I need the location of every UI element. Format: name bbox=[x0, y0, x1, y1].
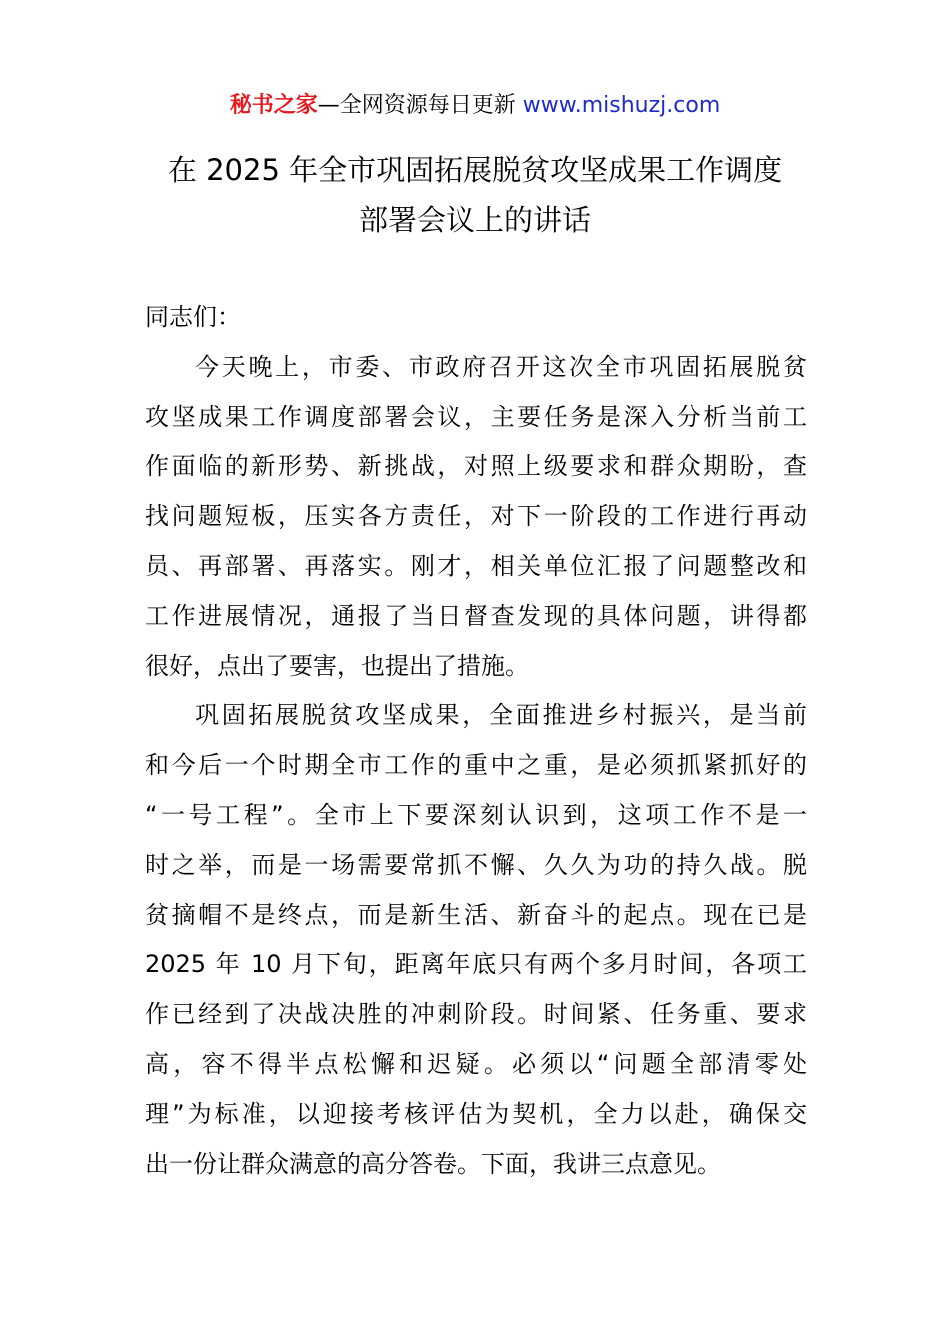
greeting: 同志们： bbox=[145, 303, 241, 331]
paragraph-line: 理”为标准，以迎接考核评估为契机，全力以赴，确保交 bbox=[145, 1099, 807, 1128]
site-header bbox=[0, 88, 950, 119]
paragraph-line: 员、再部署、再落实。刚才，相关单位汇报了问题整改和 bbox=[145, 551, 807, 580]
paragraph-line: 今天晚上，市委、市政府召开这次全市巩固拓展脱贫 bbox=[195, 352, 807, 381]
paragraph-line: 时之举，而是一场需要常抓不懈、久久为功的持久战。脱 bbox=[145, 850, 807, 879]
paragraph-line: 和今后一个时期全市工作的重中之重，是必须抓紧抓好的 bbox=[145, 751, 807, 780]
paragraph-line: 出一份让群众满意的高分答卷。下面，我讲三点意见。 bbox=[145, 1149, 721, 1178]
paragraph-line: 2025 年 10 月下旬，距离年底只有两个多月时间，各项工 bbox=[145, 950, 807, 979]
paragraph-line: “一号工程”。全市上下要深刻认识到，这项工作不是一 bbox=[145, 800, 807, 829]
brand-name: 秘书之家 bbox=[229, 93, 318, 118]
paragraph bbox=[145, 696, 807, 1194]
paragraph-line: 很好，点出了要害，也提出了措施。 bbox=[145, 651, 529, 680]
paragraph-line: 工作进展情况，通报了当日督查发现的具体问题，讲得都 bbox=[145, 601, 807, 630]
paragraph-line: 作面临的新形势、新挑战，对照上级要求和群众期盼，查 bbox=[145, 452, 807, 481]
site-url-link[interactable]: www.mishuzj.com bbox=[522, 93, 721, 118]
paragraph bbox=[145, 348, 807, 697]
paragraph-line: 找问题短板，压实各方责任，对下一阶段的工作进行再动 bbox=[145, 502, 807, 531]
paragraph-line: 巩固拓展脱贫攻坚成果，全面推进乡村振兴，是当前 bbox=[195, 701, 807, 730]
document-title-line-2: 部署会议上的讲话 bbox=[358, 203, 591, 237]
document-body bbox=[145, 298, 807, 1194]
header-tagline: —全网资源每日更新 bbox=[317, 93, 516, 118]
document-title-line-1: 在 2025 年全市巩固拓展脱贫攻坚成果工作调度 bbox=[167, 153, 783, 187]
paragraph-line: 作已经到了决战决胜的冲刺阶段。时间紧、任务重、要求 bbox=[145, 1000, 807, 1029]
paragraph-line: 高，容不得半点松懈和迟疑。必须以“问题全部清零处 bbox=[145, 1049, 807, 1078]
paragraph-line: 贫摘帽不是终点，而是新生活、新奋斗的起点。现在已是 bbox=[145, 900, 807, 929]
paragraph-line: 攻坚成果工作调度部署会议，主要任务是深入分析当前工 bbox=[145, 402, 807, 431]
